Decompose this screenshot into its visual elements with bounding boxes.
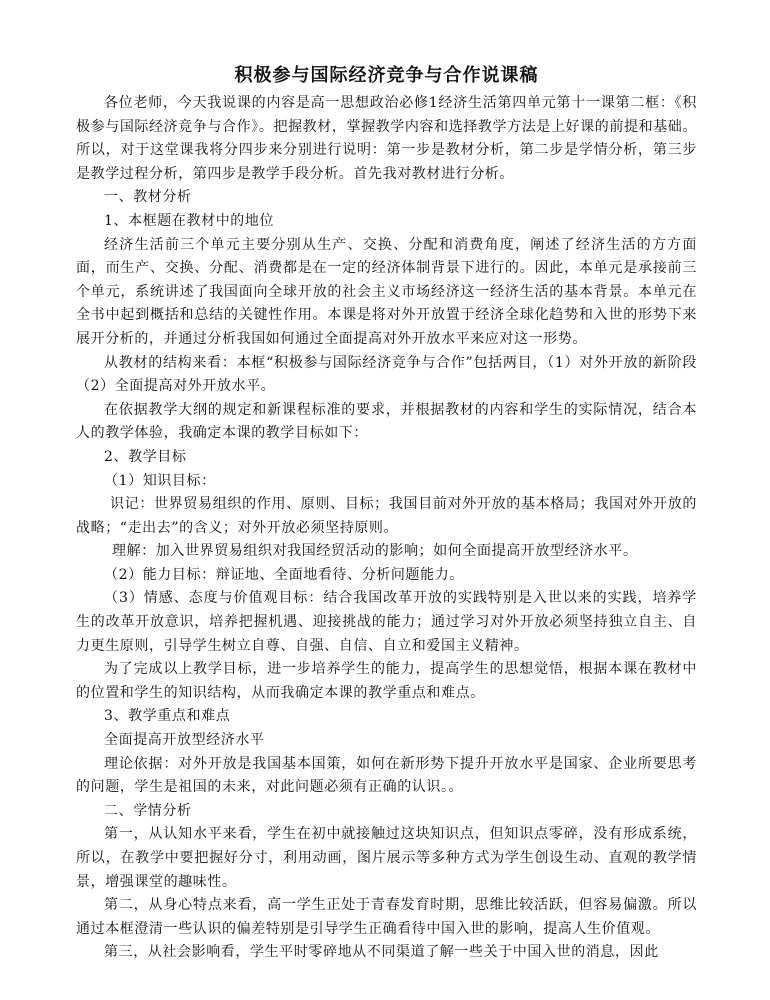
paragraph-position: 经济生活前三个单元主要分别从生产、交换、分配和消费角度，阐述了经济生活的方方面面，而生产、交换、分配、消费都是在一定的经济体制背景下进行的。因此，本单元是承接前三个单元，系统讲述了我国面向全球开放的社会主义市场经济这一经济生活的基本背景。本单元在全书中起到概括和总结的关键性作用。本课是将对外开放置于经济全球化趋势和入世的形势下来展开分析的，并通过分析我国如何通过全面提高对外开放水平来应对这一形势。 bbox=[76, 236, 697, 347]
paragraph-emotion-goals: （3）情感、态度与价值观目标：结合我国改革开放的实践特别是入世以来的实践，培养学生的改革开放意识，培养把握机遇、迎接挑战的能力；通过学习对外开放必须坚持独立自主、自力更生原则，引导学生树立自尊、自强、自信、自立和爱国主义精神。 bbox=[76, 590, 697, 654]
subheading-knowledge-goals: （1）知识目标： bbox=[104, 472, 216, 489]
paragraph-third: 第三，从社会影响看，学生平时零碎地从不同渠道了解一些关于中国入世的消息，因此 bbox=[104, 944, 659, 961]
paragraph-ability-goals: （2）能力目标：辩证地、全面地看待、分析问题能力。 bbox=[104, 566, 464, 583]
subheading-teaching-goals: 2、教学目标 bbox=[104, 448, 187, 465]
subheading-key-points: 3、教学重点和难点 bbox=[104, 708, 231, 725]
paragraph-memorize: 识记：世界贸易组织的作用、原则、目标；我国目前对外开放的基本格局；我国对外开放的战略；“走出去”的含义；对外开放必须坚持原则。 bbox=[76, 496, 697, 536]
document-page bbox=[76, 64, 697, 965]
paragraph-intro: 各位老师，今天我说课的内容是高一思想政治必修1经济生活第四单元第十一课第二框：《积极参与国际经济竞争与合作》。把握教材，掌握教学内容和选择教学方法是上好课的前提和基础。所以，对于这堂课我将分四步来分别进行说明：第一步是教材分析，第二步是学情分析，第三步是教学过程分析，第四步是教学手段分析。首先我对教材进行分析。 bbox=[76, 95, 697, 182]
document-title: 积极参与国际经济竞争与合作说课稿 bbox=[234, 65, 539, 86]
paragraph-second: 第二，从身心特点来看，高一学生正处于青春发育时期，思维比较活跃，但容易偏激。所以通过本框澄清一些认识的偏差特别是引导学生正确看待中国入世的影响，提高人生价值观。 bbox=[76, 897, 697, 937]
heading-student-analysis: 二、学情分析 bbox=[104, 802, 192, 819]
paragraph-first: 第一，从认知水平来看，学生在初中就接触过这块知识点，但知识点零碎，没有形成系统，所以，在教学中要把握好分寸，利用动画，图片展示等多种方式为学生创设生动、直观的教学情景，增强课堂的趣味性。 bbox=[76, 826, 697, 890]
paragraph-basis: 在依据教学大纲的规定和新课程标准的要求，并根据教材的内容和学生的实际情况，结合本人的教学体验，我确定本课的教学目标如下： bbox=[76, 401, 697, 442]
subheading-position: 1、本框题在教材中的地位 bbox=[104, 212, 275, 229]
paragraph-structure: 从教材的结构来看：本框“积极参与国际经济竞争与合作”包括两目，（1）对外开放的新阶段（2）全面提高对外开放水平。 bbox=[76, 354, 697, 395]
heading-textbook-analysis: 一、教材分析 bbox=[104, 189, 192, 206]
paragraph-theory-basis: 理论依据：对外开放是我国基本国策，如何在新形势下提升开放水平是国家、企业所要思考的问题，学生是祖国的未来，对此问题必须有正确的认识。。 bbox=[76, 755, 697, 796]
paragraph-key-point: 全面提高开放型经济水平 bbox=[104, 732, 265, 749]
paragraph-understand: 理解：加入世界贸易组织对我国经贸活动的影响；如何全面提高开放型经济水平。 bbox=[112, 543, 638, 560]
paragraph-key-points-intro: 为了完成以上教学目标，进一步培养学生的能力，提高学生的思想觉悟，根据本课在教材中的位置和学生的知识结构，从而我确定本课的教学重点和难点。 bbox=[76, 661, 697, 701]
